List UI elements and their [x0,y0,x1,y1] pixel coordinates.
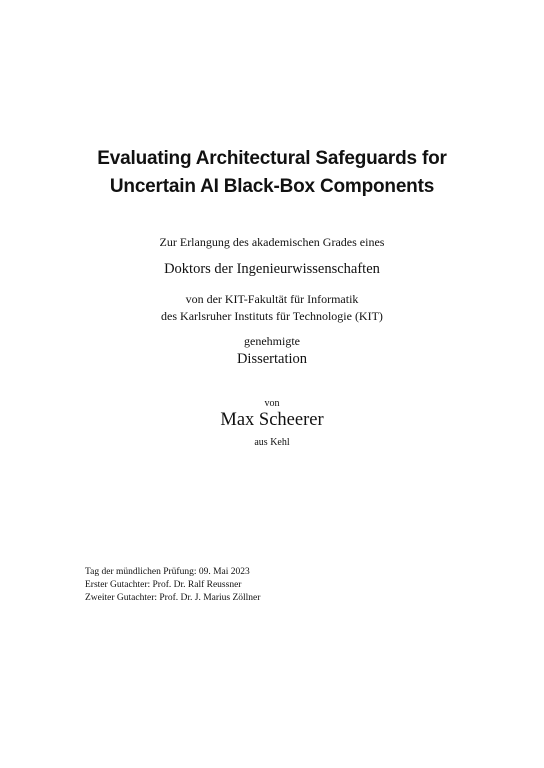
author-origin: aus Kehl [254,437,290,448]
exam-date: Tag der mündlichen Prüfung: 09. Mai 2023 [85,567,250,577]
author-name: Max Scheerer [220,410,324,430]
thesis-title-line-2: Uncertain AI Black-Box Components [109,176,435,197]
second-reviewer: Zweiter Gutachter: Prof. Dr. J. Marius Zöllner [85,593,261,603]
approved-label: genehmigte [244,334,300,348]
exam-details [85,566,505,605]
thesis-title [0,145,544,201]
document-type: Dissertation [236,351,308,367]
faculty-line-2: des Karlsruher Instituts für Technologie (KIT) [161,309,383,323]
degree-name: Doktors der Ingenieurwissenschaften [164,261,380,277]
thesis-title-line-1: Evaluating Architectural Safeguards for [97,148,447,169]
first-reviewer: Erster Gutachter: Prof. Dr. Ralf Reussner [85,580,242,590]
by-label: von [264,398,280,409]
faculty-line-1: von der KIT-Fakultät für Informatik [185,292,359,306]
degree-purpose: Zur Erlangung des akademischen Grades eines [159,235,385,249]
